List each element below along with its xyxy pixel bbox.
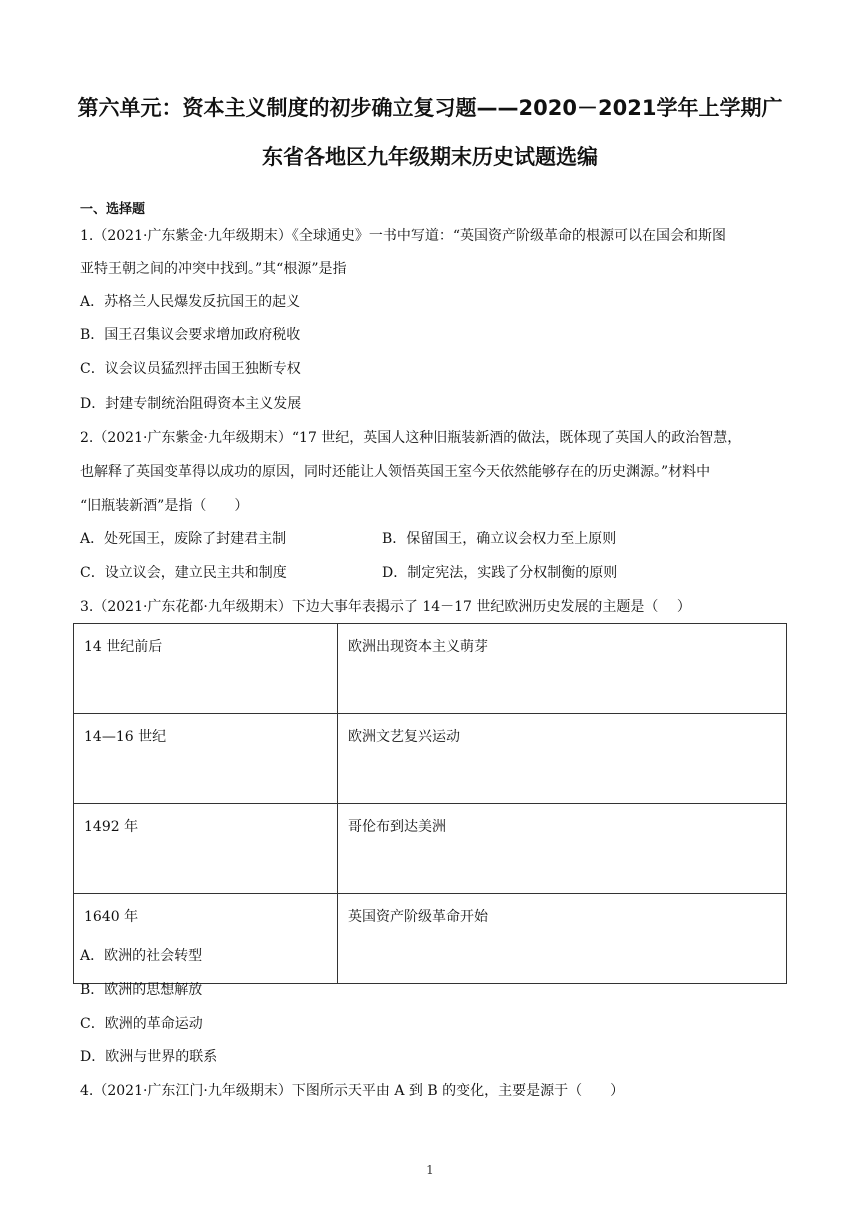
question-stem-line: “旧瓶装新酒”是指（ ） <box>80 498 249 514</box>
table-cell-event: 英国资产阶级革命开始 <box>338 894 787 984</box>
table-row <box>74 624 787 714</box>
option-d: D．封建专制统治阻碍资本主义发展 <box>80 396 302 412</box>
table-cell-period: 1492 年 <box>74 804 338 894</box>
table-cell-event: 哥伦布到达美洲 <box>338 804 787 894</box>
question-stem-line: 4.（2021·广东江门·九年级期末）下图所示天平由 A 到 B 的变化，主要是源于（ ） <box>80 1083 625 1099</box>
table-row <box>74 804 787 894</box>
title-line-1: 第六单元：资本主义制度的初步确立复习题——2020－2021学年上学期广 <box>77 96 783 120</box>
question-stem-line: 2.（2021·广东紫金·九年级期末）“17 世纪，英国人这种旧瓶装新酒的做法，既体现了英国人的政治智慧， <box>80 430 742 446</box>
question-stem-line: 也解释了英国变革得以成功的原因，同时还能让人领悟英国王室今天依然能够存在的历史渊源。”材料中 <box>80 464 711 480</box>
page-number: 1 <box>426 1163 434 1177</box>
option-c: C．欧洲的革命运动 <box>80 1016 203 1032</box>
option-c: C．设立议会，建立民主共和制度 <box>80 565 287 581</box>
timeline-table <box>73 623 787 984</box>
section-heading: 一、选择题 <box>80 202 146 217</box>
table-cell-event: 欧洲文艺复兴运动 <box>338 714 787 804</box>
option-a: A．苏格兰人民爆发反抗国王的起义 <box>80 294 301 310</box>
table-cell-event: 欧洲出现资本主义萌芽 <box>338 624 787 714</box>
option-d: D．欧洲与世界的联系 <box>80 1049 218 1065</box>
table-row <box>74 894 787 984</box>
option-b: B．保留国王，确立议会权力至上原则 <box>382 531 617 547</box>
option-b: B．国王召集议会要求增加政府税收 <box>80 327 301 343</box>
table-cell-period: 14 世纪前后 <box>74 624 338 714</box>
option-d: D．制定宪法，实践了分权制衡的原则 <box>382 565 618 581</box>
question-stem-line: 1.（2021·广东紫金·九年级期末）《全球通史》一书中写道：“英国资产阶级革命的根源可以在国会和斯图 <box>80 228 727 244</box>
table-cell-period: 14—16 世纪 <box>74 714 338 804</box>
option-a: A．处死国王，废除了封建君主制 <box>80 531 287 547</box>
table-row <box>74 714 787 804</box>
question-stem-line: 亚特王朝之间的冲突中找到。”其“根源”是指 <box>80 261 347 277</box>
question-stem-line: 3.（2021·广东花都·九年级期末）下边大事年表揭示了 14－17 世纪欧洲历史发展的主题是（ ） <box>80 599 691 615</box>
option-a: A．欧洲的社会转型 <box>80 948 203 964</box>
option-b: B．欧洲的思想解放 <box>80 982 203 998</box>
title-line-2: 东省各地区九年级期末历史试题选编 <box>262 145 598 169</box>
option-c: C．议会议员猛烈抨击国王独断专权 <box>80 361 301 377</box>
table-cell-period: 1640 年 <box>74 894 338 984</box>
